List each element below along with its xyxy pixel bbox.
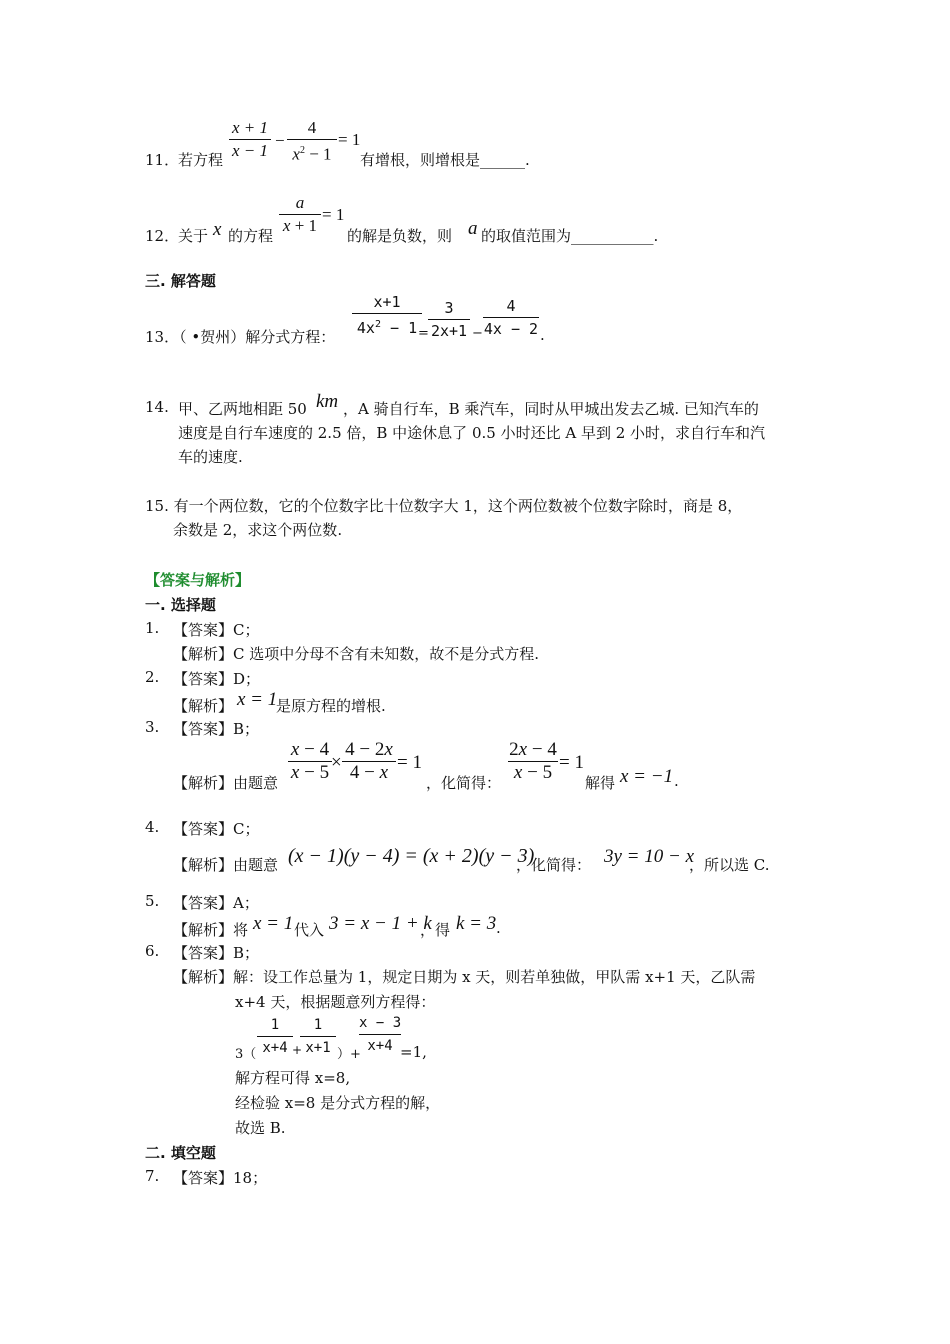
a6-answer: 【答案】B；: [173, 944, 260, 962]
a6-solve: 解方程可得 x=8,: [235, 1069, 351, 1087]
q11-minus: −: [275, 131, 285, 150]
a6-frac1-numerator: 1: [270, 1017, 280, 1033]
a6-frac1-denominator: x+4: [262, 1040, 288, 1056]
a3-frac2-numerator: 4 − 2x: [345, 739, 393, 760]
a3-number: 3.: [145, 718, 160, 736]
answers-header: 【答案与解析】: [145, 571, 251, 589]
a3-fraction-3: [508, 739, 558, 784]
q14-unit: km: [316, 391, 339, 412]
q13-frac3-denominator: 4x − 2: [483, 320, 539, 338]
q12-fraction: [279, 192, 321, 237]
q15-line-1: 15. 有一个两位数，它的个位数字比十位数字大 1，这个两位数被个位数字除时，商是 8，: [145, 497, 743, 515]
q12-frac-denominator: x + 1: [282, 216, 318, 235]
a4-simplify: ，化简得：: [516, 856, 592, 874]
q12-suffix-1: 的解是负数，则: [347, 227, 453, 245]
q13-frac3-numerator: 4: [506, 297, 516, 315]
q12-frac-numerator: a: [295, 193, 305, 212]
a6-frac2-denominator: x+1: [305, 1040, 331, 1056]
q14-line-3: 车的速度.: [178, 448, 243, 466]
a5-math-3: k = 3: [456, 913, 497, 934]
a3-frac1-denominator: x − 5: [290, 762, 330, 783]
q13-fraction-3: [483, 295, 539, 340]
a3-frac3-denominator: x − 5: [513, 762, 553, 783]
q11-frac1-denominator: x − 1: [231, 141, 269, 160]
a6-close-paren: ）+: [337, 1047, 361, 1062]
q12-equals: = 1: [322, 205, 345, 224]
a3-explanation-label: 【解析】由题意: [173, 774, 279, 792]
a6-fraction-3: [359, 1012, 401, 1057]
a3-times: ×: [331, 752, 342, 773]
q15-line-2: 余数是 2，求这个两位数.: [173, 521, 343, 539]
a7-number: 7.: [145, 1167, 160, 1185]
a3-solve-label: 解得: [585, 774, 616, 792]
a3-frac3-numerator: 2x − 4: [509, 739, 557, 760]
a5-substitute: 代入: [294, 921, 325, 939]
q11-frac2-numerator: 4: [307, 118, 317, 137]
section-1-title: 一. 选择题: [145, 596, 216, 614]
q14-line-1a: 甲、乙两地相距 50: [178, 400, 307, 418]
q13-frac1-numerator: x+1: [373, 293, 401, 311]
a4-math-result: 3y = 10 − x: [604, 846, 695, 867]
section-3-title: 三. 解答题: [145, 272, 216, 290]
q11-frac1-numerator: x + 1: [231, 118, 269, 137]
a5-math-1: x = 1: [253, 913, 294, 934]
a3-simplify: ，化简得：: [426, 774, 502, 792]
q13-frac2-denominator: 2x+1: [430, 322, 468, 340]
section-2-title: 二. 填空题: [145, 1144, 216, 1162]
a6-explanation-line-1: 【解析】解：设工作总量为 1，规定日期为 x 天，则若单独做，甲队需 x+1 天，乙队需: [173, 968, 756, 986]
a4-end: ，所以选 C.: [689, 856, 770, 874]
a3-answer: 【答案】B；: [173, 720, 260, 738]
q11-suffix: 有增根，则增根是______.: [360, 151, 530, 169]
a6-plus: +: [292, 1043, 303, 1057]
a6-explanation-line-2: x+4 天，根据题意列方程得：: [235, 993, 436, 1011]
a3-equals-1: = 1: [397, 752, 422, 773]
a3-result: x = −1: [620, 766, 674, 787]
a6-frac3-denominator: x+4: [367, 1038, 393, 1054]
q12-number: 12．: [145, 227, 180, 245]
a5-explanation-label: 【解析】将: [173, 921, 249, 939]
q11-frac2-denominator: $x^2 - 1$: [292, 144, 332, 164]
q11-fraction-1: [229, 117, 271, 162]
a1-explanation: 【解析】C 选项中分母不含有未知数，故不是分式方程.: [173, 645, 540, 663]
a1-answer: 【答案】C；: [173, 621, 260, 639]
q12-var-a: a: [468, 218, 478, 239]
a6-number: 6.: [145, 942, 160, 960]
q13-equals: =: [418, 326, 429, 341]
a4-explanation-label: 【解析】由题意: [173, 856, 279, 874]
a2-number: 2.: [145, 668, 160, 686]
a6-frac2-numerator: 1: [313, 1017, 323, 1033]
a4-answer: 【答案】C；: [173, 820, 260, 838]
q13-fraction-2: [428, 297, 470, 342]
a5-get: ，得: [420, 921, 451, 939]
q12-suffix-2: 的取值范围为___________.: [481, 227, 659, 245]
a5-number: 5.: [145, 892, 160, 910]
q12-prefix: 关于: [178, 227, 209, 245]
q13-fraction-1: [352, 291, 422, 339]
q12-var-x: x: [213, 219, 222, 240]
q11-number: 11．: [145, 151, 180, 169]
a3-end: .: [674, 772, 679, 790]
q11-equals: = 1: [338, 130, 361, 149]
q14-line-1b: ，A 骑自行车，B 乘汽车，同时从甲城出发去乙城. 已知汽车的: [343, 400, 759, 418]
a1-number: 1.: [145, 619, 160, 637]
a3-frac1-numerator: x − 4: [290, 739, 330, 760]
q14-number: 14.: [145, 398, 169, 416]
a3-fraction-1: [288, 739, 332, 784]
a3-equals-2: = 1: [559, 752, 584, 773]
q13-minus: −: [472, 326, 483, 341]
a2-math: x = 1: [237, 689, 278, 710]
a6-check: 经检验 x=8 是分式方程的解，: [235, 1094, 441, 1112]
q13-frac2-numerator: 3: [444, 299, 454, 317]
a6-fraction-1: [257, 1014, 293, 1059]
a3-frac2-denominator: 4 − x: [349, 762, 389, 783]
a2-answer: 【答案】D；: [173, 670, 261, 688]
q14-line-2: 速度是自行车速度的 2.5 倍，B 中途休息了 0.5 小时还比 A 早到 2 小时，求自行车和汽: [178, 424, 766, 442]
q12-middle: 的方程: [228, 227, 274, 245]
a6-fraction-2: [300, 1014, 336, 1059]
a5-math-2: 3 = x − 1 + k: [329, 913, 432, 934]
a7-answer: 【答案】18；: [173, 1169, 268, 1187]
q11-fraction-2: [287, 117, 337, 166]
a2-explanation-rest: 是原方程的增根.: [276, 697, 386, 715]
a4-math-equation: (x − 1)(y − 4) = (x + 2)(y − 3): [288, 845, 535, 867]
a6-choose: 故选 B.: [235, 1119, 286, 1137]
a3-fraction-2: [342, 739, 396, 784]
a5-answer: 【答案】A；: [173, 894, 259, 912]
a6-eq-end: =1,: [400, 1043, 427, 1061]
q11-prefix: 若方程: [178, 151, 224, 169]
a5-end: .: [496, 919, 501, 937]
q13-label: 13．（ •贺州）解分式方程：: [145, 328, 336, 346]
a6-frac3-numerator: x − 3: [359, 1015, 402, 1031]
a2-explanation-label: 【解析】: [173, 697, 234, 715]
q13-frac1-denominator: $4x^2 - 1$: [356, 319, 418, 337]
q13-end: .: [540, 326, 545, 344]
a4-number: 4.: [145, 818, 160, 836]
a6-eq-prefix: 3（: [235, 1047, 257, 1062]
